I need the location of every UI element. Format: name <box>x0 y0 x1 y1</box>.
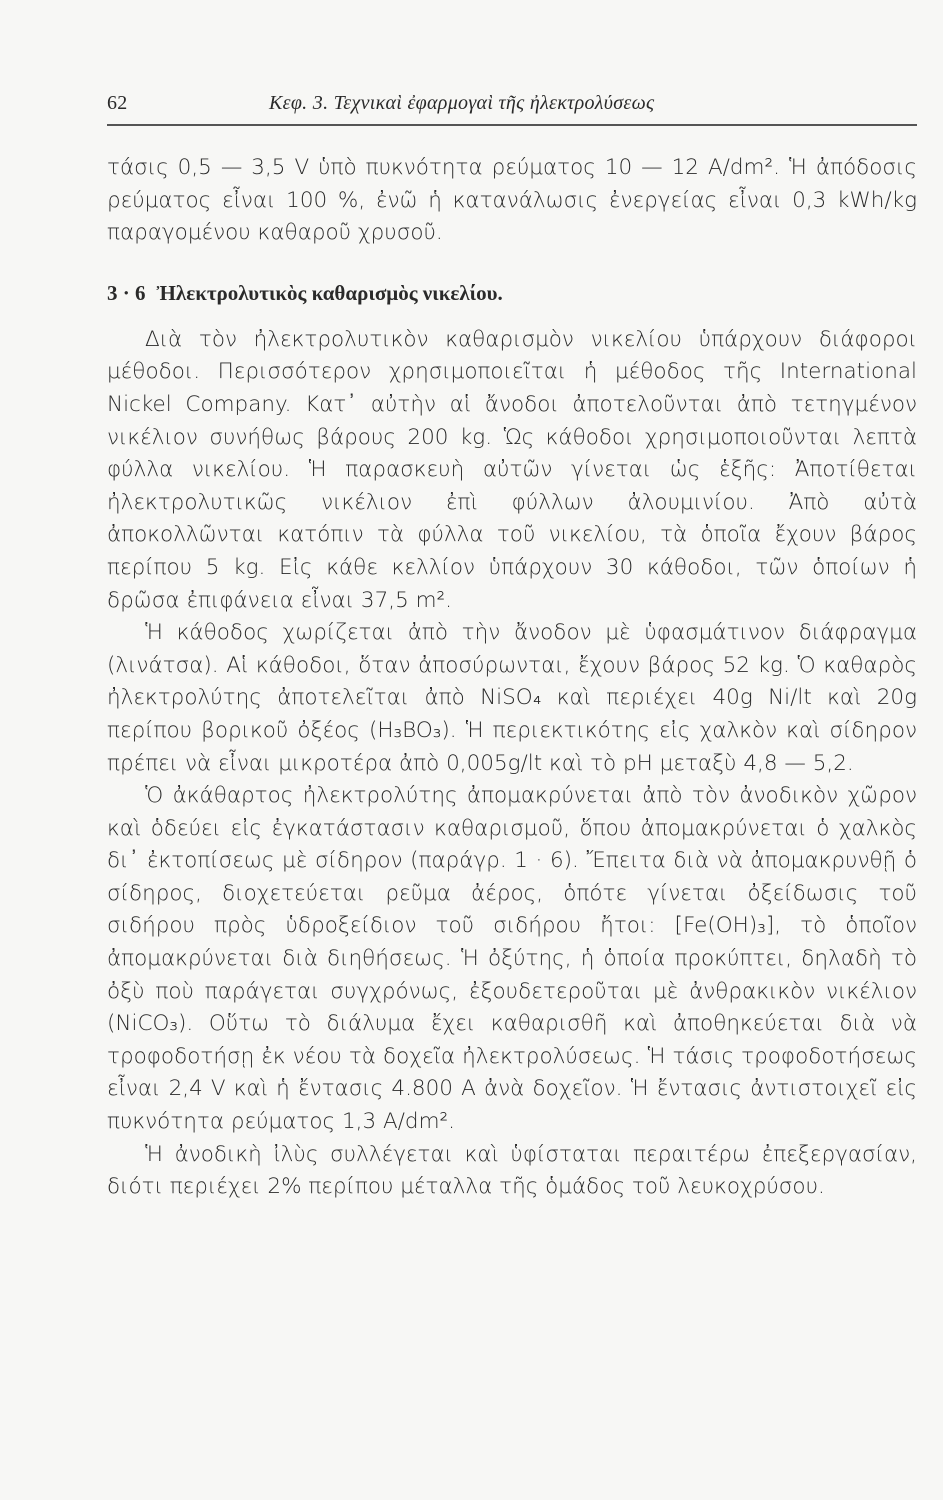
running-title: Κεφ. 3. Τεχνικαὶ ἐφαρμογαὶ τῆς ἠλεκτρολύσεως <box>269 92 655 114</box>
header-rule <box>107 124 917 126</box>
section-heading <box>107 276 917 310</box>
paragraph: Ἡ ἀνοδικὴ ἰλὺς συλλέγεται καὶ ὑφίσταται περαιτέρω ἐπεξεργασίαν, διότι περιέχει 2% περίπου μέταλλα τῆς ὁμάδος τοῦ λευκοχρύσου. <box>107 1141 917 1200</box>
paragraph-continued: τάσις 0,5 — 3,5 V ὑπὸ πυκνότητα ρεύματος 10 — 12 A/dm². Ἡ ἀπόδοσις ρεύματος εἶναι 100 %, ἐνῶ ἡ κατανάλωσις ἐνεργείας εἶναι 0,3 kWh/kg παραγομένου καθαροῦ χρυσοῦ. <box>107 155 917 246</box>
section-number: 3 · 6 <box>107 280 146 305</box>
paragraph: Ὁ ἀκάθαρτος ἠλεκτρολύτης ἀπομακρύνεται ἀπὸ τὸν ἀνοδικὸν χῶρον καὶ ὁδεύει εἰς ἐγκατάστασιν καθαρισμοῦ, ὅπου ἀπομακρύνεται ὁ χαλκὸς δι᾽ ἐκτοπίσεως μὲ σίδηρον (παράγρ. 1 · 6). Ἔπειτα διὰ νὰ ἀπομακρυνθῇ ὁ σίδηρος, διοχετεύεται ρεῦμα ἀέρος, ὁπότε γίνεται ὀξείδωσις τοῦ σιδήρου πρὸς ὑδροξείδιον τοῦ σιδήρου ἤτοι: [Fe(OH)₃], τὸ ὁποῖον ἀπομακρύνεται διὰ διηθήσεως. Ἡ ὀξύτης, ἡ ὁποία προκύπτει, δηλαδὴ τὸ ὀξὺ ποὺ παράγεται συγχρόνως, ἐξουδετεροῦται μὲ ἀνθρακικὸν νικέλιον (NiCO₃). Οὕτω τὸ διάλυμα ἔχει καθαρισθῆ καὶ ἀποθηκεύεται διὰ νὰ τροφοδοτήσῃ ἐκ νέου τὰ δοχεῖα ἠλεκτρολύσεως. Ἡ τάσις τροφοδοτήσεως εἶναι 2,4 V καὶ ἡ ἔντασις 4.800 A ἀνὰ δοχεῖον. Ἡ ἔντασις ἀντιστοιχεῖ εἰς πυκνότητα ρεύματος 1,3 A/dm². <box>107 783 917 1135</box>
paragraph: Διὰ τὸν ἠλεκτρολυτικὸν καθαρισμὸν νικελίου ὑπάρχουν διάφοροι μέθοδοι. Περισσότερον χρησιμοποιεῖται ἡ μέθοδος τῆς International Nickel Company. Κατ᾽ αὐτὴν αἱ ἄνοδοι ἀποτελοῦνται ἀπὸ τετηγμένον νικέλιον συνήθως βάρους 200 kg. Ὡς κάθοδοι χρησιμοποιοῦνται λεπτὰ φύλλα νικελίου. Ἡ παρασκευὴ αὐτῶν γίνεται ὡς ἑξῆς: Ἀποτίθεται ἠλεκτρολυτικῶς νικέλιον ἐπὶ φύλλων ἀλουμινίου. Ἀπὸ αὐτὰ ἀποκολλῶνται κατόπιν τὰ φύλλα τοῦ νικελίου, τὰ ὁποῖα ἔχουν βάρος περίπου 5 kg. Εἰς κάθε κελλίον ὑπάρχουν 30 κάθοδοι, τῶν ὁποίων ἡ δρῶσα ἐπιφάνεια εἶναι 37,5 m². <box>107 326 917 613</box>
page-header <box>107 92 917 122</box>
paragraph: Ἡ κάθοδος χωρίζεται ἀπὸ τὴν ἄνοδον μὲ ὑφασμάτινον διάφραγμα (λινάτσα). Αἱ κάθοδοι, ὅταν ἀποσύρωνται, ἔχουν βάρος 52 kg. Ὁ καθαρὸς ἠλεκτρολύτης ἀποτελεῖται ἀπὸ NiSO₄ καὶ περιέχει 40g Ni/lt καὶ 20g περίπου βορικοῦ ὀξέος (H₃BO₃). Ἡ περιεκτικότης εἰς χαλκὸν καὶ σίδηρον πρέπει νὰ εἶναι μικροτέρα ἀπὸ 0,005g/lt καὶ τὸ pH μεταξὺ 4,8 — 5,2. <box>107 620 917 776</box>
page-number: 62 <box>107 92 128 114</box>
page-body <box>107 152 917 1204</box>
section-title: Ἠλεκτρολυτικὸς καθαρισμὸς νικελίου. <box>156 280 503 305</box>
